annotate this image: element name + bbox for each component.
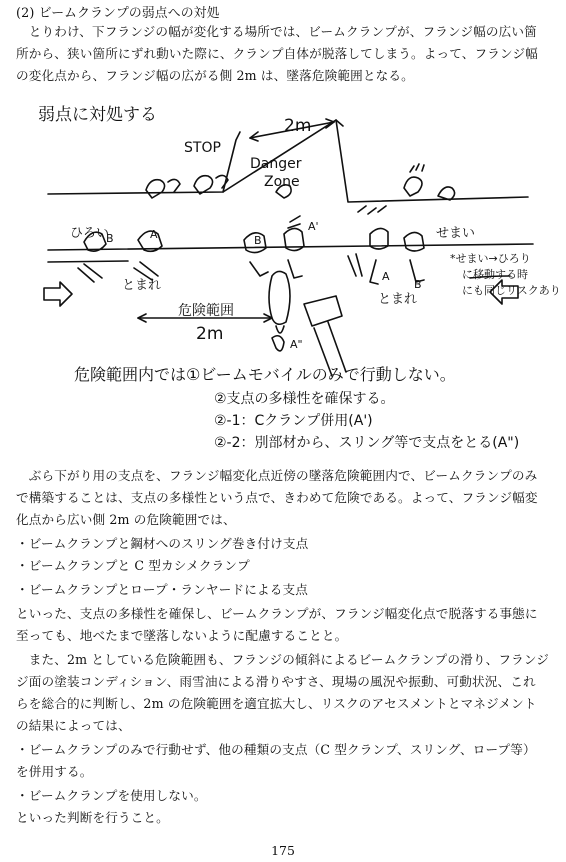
paragraph-line: の結果によっては、 [16,718,131,733]
paragraph-line: といった、支点の多様性を確保し、ビームクランプが、フランジ幅変化点で脱落する事態に [16,606,538,621]
bullet-item: ・ビームクランプのみで行動せず、他の種類の支点（C 型クランプ、スリング、ロープ等） [16,742,536,757]
handwritten-rule: ②支点の多様性を確保する。 [214,391,395,407]
paragraph-line: 至っても、地べたまで墜落しないように配慮することと。 [16,628,348,643]
paragraph-line: また、2m としている危険範囲も、フランジの傾斜によるビームクランプの滑り、フランジ [16,652,550,667]
handwritten-rule: ②-1：Cクランプ併用(A') [214,413,373,429]
bullet-item: ・ビームクランプと鋼材へのスリング巻き付け支点 [16,536,309,551]
note-line: に移動する時 [462,268,528,281]
stop-label: STOP [184,140,221,156]
handwritten-rule: 危険範囲内では①ビームモバイルのみで行動しない。 [74,365,456,384]
left-arrow [44,282,72,306]
bullet-item: ・ビームクランプとロープ・ランヤードによる支点 [16,582,308,597]
paragraph-line: 化点から広い側 2m の危険範囲では、 [16,512,236,527]
stop-right-label: とまれ [378,292,418,307]
bullet-item: を併用する。 [16,764,93,779]
paragraph-line: 所から、狭い箇所にずれ動いた際に、クランプ自体が脱落してしまう。よって、フランジ幅 [16,46,538,61]
wide-label: ひろい [70,226,110,241]
dimension-top-label: 2m [284,116,312,136]
paragraph-line: らを総合的に判断し、2m の危険範囲を適宜拡大し、リスクのアセスメントとマネジメント [16,696,537,711]
beam-line-lower [48,261,128,262]
clamp-label-a: A [382,270,390,283]
note-line: *せまい→ひろり [450,252,531,265]
clamp-label-a-double-prime: A" [290,338,303,351]
paragraph-line: ジ面の塗装コンディション、雨雪油による滑りやすさ、現場の風況や振動、可動状況、これ [16,674,536,689]
right-upper-clamps [404,164,455,200]
note-line: にも同じリスクあり [462,284,561,297]
handwritten-rule: ②-2：別部材から、スリング等で支点をとる(A") [214,435,520,451]
closing-line: といった判断を行うこと。 [16,810,169,825]
clamp-label-b: B [254,234,262,247]
stop-left-label: とまれ [122,278,162,293]
sling-support [269,271,346,376]
paragraph-line: で構築することは、支点の多様性という点で、きわめて危険である。よって、フランジ幅変 [16,490,538,505]
clamp-label-b: B [414,278,422,291]
clamp-label-b: B [106,232,114,245]
clamp-label-a: A [150,228,158,241]
page-number: 175 [271,843,295,858]
dimension-bottom-label: 2m [196,324,224,344]
figure-title: 弱点に対処する [38,105,157,125]
danger-zone-label: Zone [264,174,300,190]
section-heading: (2) ビームクランプの弱点への対処 [16,6,220,21]
bullet-item: ・ビームクランプと C 型カシメクランプ [16,558,250,573]
narrow-label: せまい [436,226,476,241]
danger-zone-label: Danger [250,156,302,172]
paragraph-line: とりわけ、下フランジの幅が変化する場所では、ビームクランプが、フランジ幅の広い箇 [16,24,537,39]
clamp-label-a-prime: A' [308,220,319,233]
paragraph-line: ぶら下がり用の支点を、フランジ幅変化点近傍の墜落危険範囲内で、ビームクランプのみ [16,468,538,483]
paragraph-line: の変化点から、フランジ幅の広がる側 2m は、墜落危険範囲となる。 [16,68,414,83]
danger-range-label: 危険範囲 [178,303,234,319]
bullet-item: ・ビームクランプを使用しない。 [16,788,207,803]
hand-drawn-illustration [18,92,561,452]
